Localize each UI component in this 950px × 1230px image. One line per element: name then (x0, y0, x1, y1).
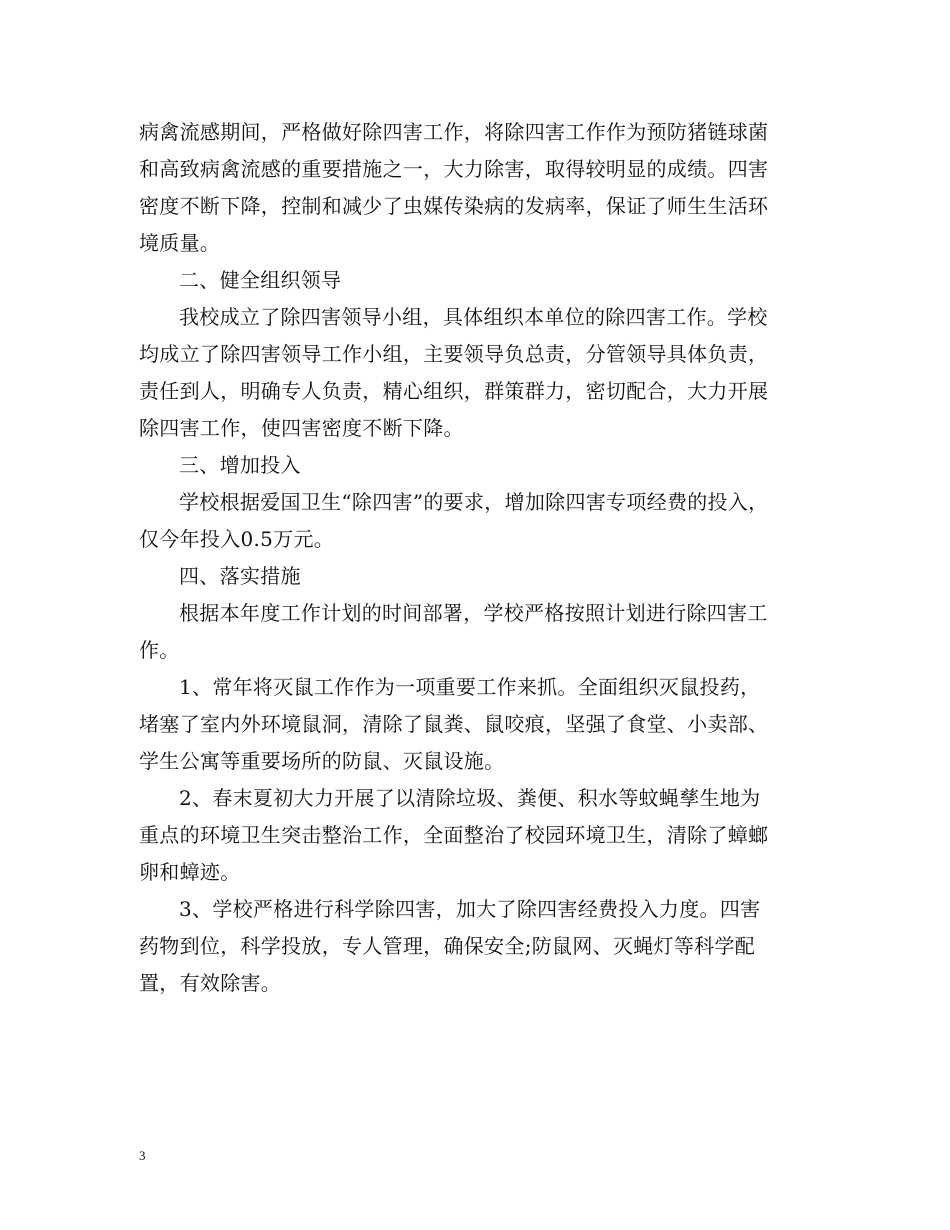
body-line: 密度不断下降，控制和减少了虫媒传染病的发病率，保证了师生生活环 (139, 194, 769, 218)
page-number: 3 (139, 1148, 146, 1163)
body-line: 均成立了除四害领导工作小组，主要领导负总责，分管领导具体负责， (139, 342, 769, 366)
body-line: 和高致病禽流感的重要措施之一，大力除害，取得较明显的成绩。四害 (139, 157, 769, 181)
body-line: 作。 (139, 638, 180, 662)
list-item-line: 3、学校严格进行科学除四害，加大了除四害经费投入力度。四害 (179, 897, 761, 921)
body-line: 病禽流感期间，严格做好除四害工作，将除四害工作作为预防猪链球菌 (139, 120, 769, 144)
body-line: 境质量。 (139, 231, 221, 255)
body-line: 卵和蟑迹。 (139, 860, 241, 884)
body-line: 堵塞了室内外环境鼠洞，清除了鼠粪、鼠咬痕，坚强了食堂、小卖部、 (139, 712, 769, 736)
body-line: 责任到人，明确专人负责，精心组织，群策群力，密切配合，大力开展 (139, 379, 769, 403)
section-heading: 四、落实措施 (179, 564, 301, 588)
body-line: 学生公寓等重要场所的防鼠、灭鼠设施。 (139, 749, 505, 773)
body-line: 置，有效除害。 (139, 971, 282, 995)
section-heading: 三、增加投入 (179, 453, 301, 477)
section-heading: 二、健全组织领导 (179, 268, 342, 292)
body-line: 我校成立了除四害领导小组，具体组织本单位的除四害工作。学校 (179, 305, 768, 329)
body-line: 学校根据爱国卫生“除四害”的要求，增加除四害专项经费的投入， (179, 490, 769, 514)
body-line: 根据本年度工作计划的时间部署，学校严格按照计划进行除四害工 (179, 601, 768, 625)
list-item-line: 1、常年将灭鼠工作作为一项重要工作来抓。全面组织灭鼠投药， (179, 675, 761, 699)
body-line: 仅今年投入0.5万元。 (139, 527, 335, 551)
list-item-line: 2、春末夏初大力开展了以清除垃圾、粪便、积水等蚊蝇孳生地为 (179, 786, 761, 810)
body-line: 药物到位，科学投放，专人管理，确保安全;防鼠网、灭蝇灯等科学配 (139, 934, 756, 958)
body-line: 除四害工作，使四害密度不断下降。 (139, 416, 464, 440)
body-line: 重点的环境卫生突击整治工作，全面整治了校园环境卫生，清除了蟑螂 (139, 823, 769, 847)
document-body (139, 114, 819, 1002)
